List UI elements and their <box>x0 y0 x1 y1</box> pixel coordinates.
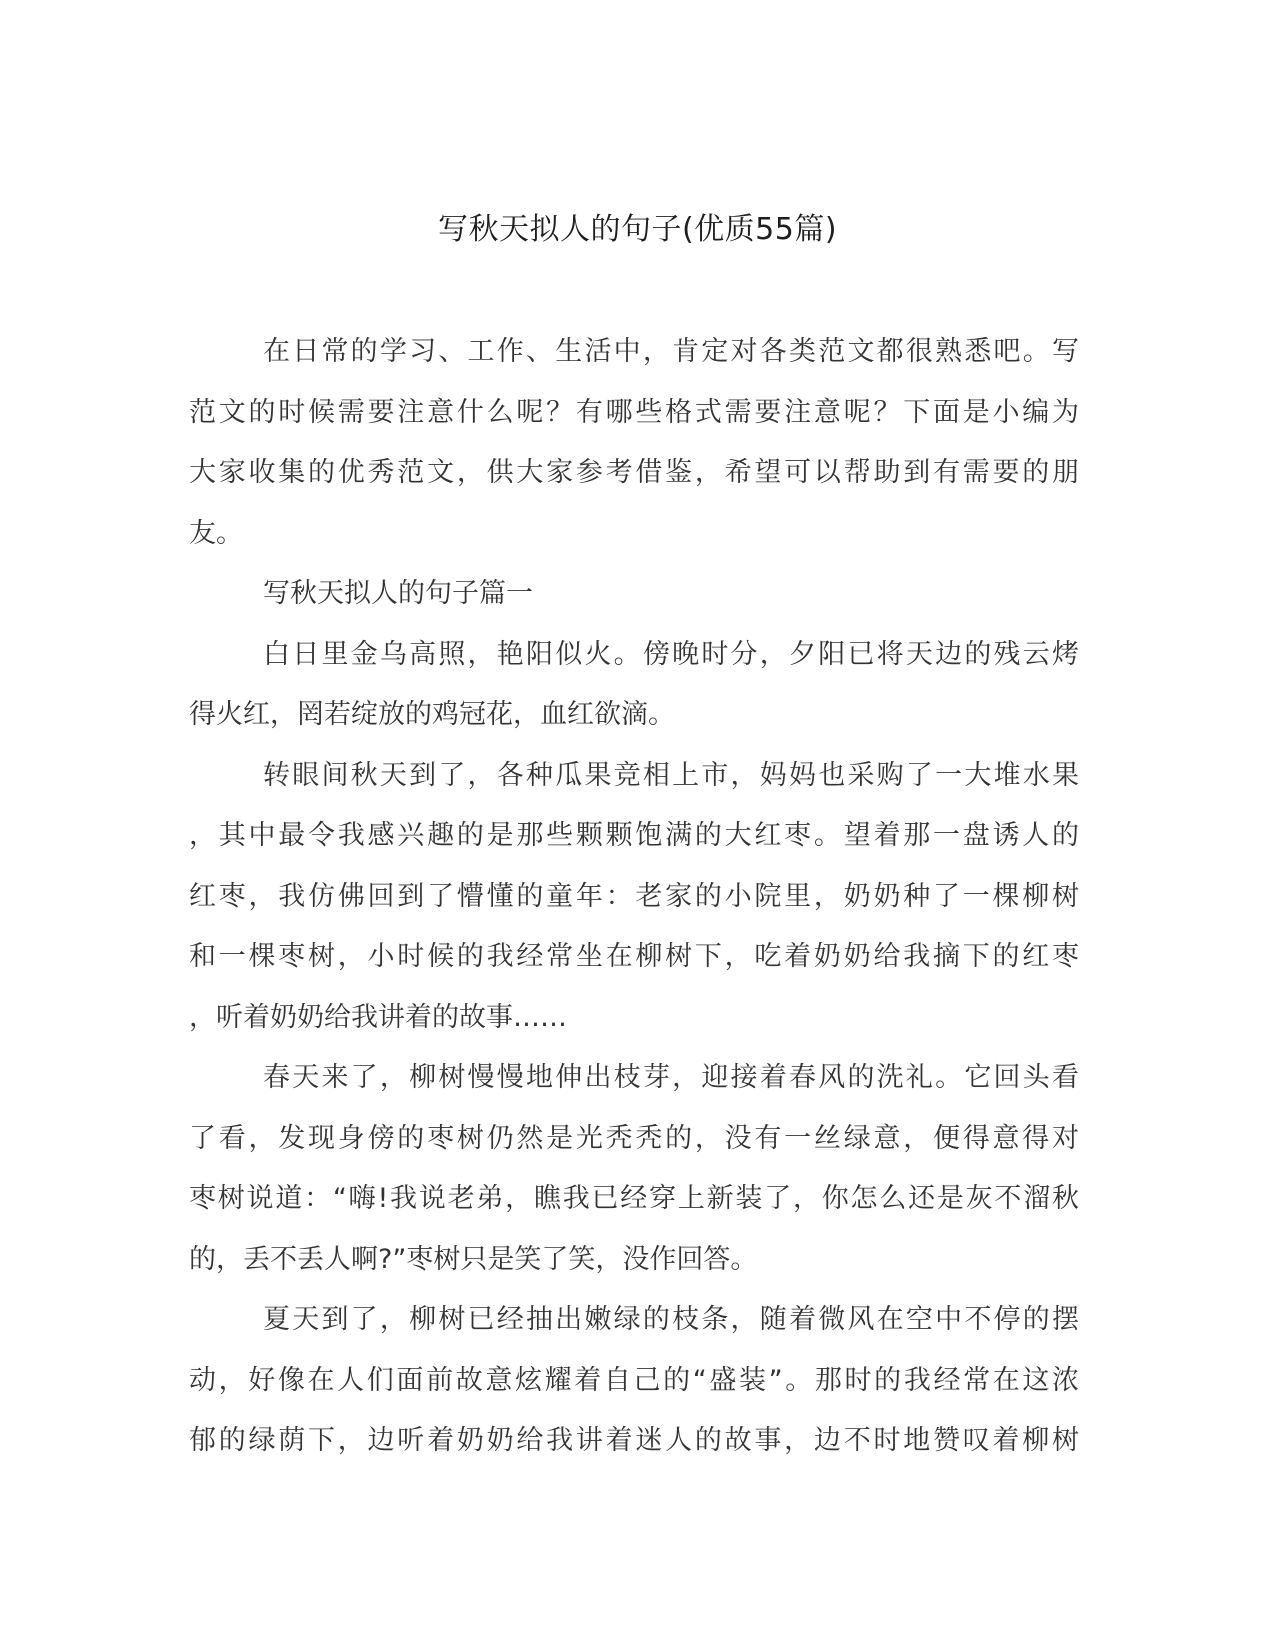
text-line: 写秋天拟人的句子篇一 <box>263 578 533 609</box>
text-line: 在日常的学习、工作、生活中，肯定对各类范文都很熟悉吧。写 <box>263 336 1079 367</box>
text-line: 友。 <box>189 517 243 549</box>
document-body <box>189 322 1079 1472</box>
text-line: 红枣，我仿佛回到了懵懂的童年：老家的小院里，奶奶种了一棵柳树 <box>189 880 1079 912</box>
text-line: 得火红，罔若绽放的鸡冠花，血红欲滴。 <box>189 699 675 730</box>
text-line: 夏天到了，柳树已经抽出嫩绿的枝条，随着微风在空中不停的摆 <box>263 1304 1079 1335</box>
text-line: 春天来了，柳树慢慢地伸出枝芽，迎接着春风的洗礼。它回头看 <box>263 1062 1079 1093</box>
text-line: ，听着奶奶给我讲着的故事…… <box>189 1001 567 1033</box>
text-line: 动，好像在人们面前故意炫耀着自己的“盛装”。那时的我经常在这浓 <box>189 1364 1079 1396</box>
text-line: 白日里金乌高照，艳阳似火。傍晚时分，夕阳已将天边的残云烤 <box>263 638 1079 670</box>
text-line: 枣树说道：“嗨!我说老弟，瞧我已经穿上新装了，你怎么还是灰不溜秋 <box>189 1183 1079 1214</box>
text-line: 范文的时候需要注意什么呢？有哪些格式需要注意呢？下面是小编为 <box>189 396 1079 428</box>
text-line: 郁的绿荫下，边听着奶奶给我讲着迷人的故事，边不时地赞叹着柳树 <box>189 1425 1079 1456</box>
text-line: ，其中最令我感兴趣的是那些颗颗饱满的大红枣。望着那一盘诱人的 <box>189 820 1079 851</box>
document-title: 写秋天拟人的句子(优质55篇) <box>437 212 838 247</box>
text-line: 的，丢不丢人啊?”枣树只是笑了笑，没作回答。 <box>189 1243 758 1275</box>
text-line: 了看，发现身傍的枣树仍然是光秃秃的，没有一丝绿意，便得意得对 <box>189 1122 1079 1154</box>
text-line: 转眼间秋天到了，各种瓜果竞相上市，妈妈也采购了一大堆水果 <box>263 759 1079 791</box>
text-line: 大家收集的优秀范文，供大家参考借鉴，希望可以帮助到有需要的朋 <box>189 457 1079 488</box>
text-line: 和一棵枣树，小时候的我经常坐在柳树下，吃着奶奶给我摘下的红枣 <box>189 941 1079 972</box>
